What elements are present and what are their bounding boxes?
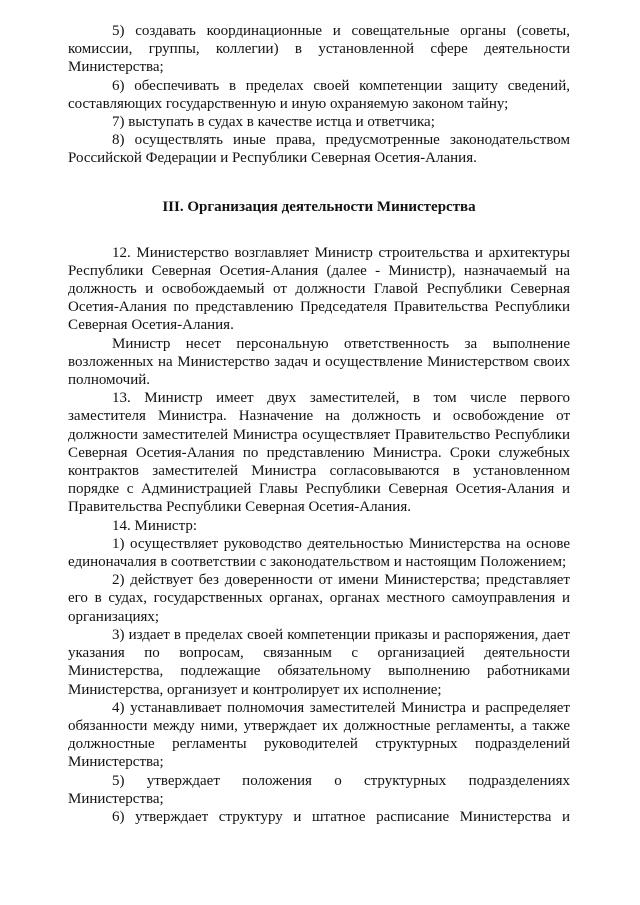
clause-14-item-5: 5) утверждает положения о структурных подразделениях Министерства;: [68, 772, 570, 807]
intro-item-5: 5) создавать координационные и совещательные органы (советы, комиссии, группы, коллегии) в установленной сфере деятельности Министерства;: [68, 23, 570, 76]
intro-item-8: 8) осуществлять иные права, предусмотренные законодательством Российской Федерации и Республики Северная Осетия-Алания.: [68, 132, 570, 167]
clause-14-item-6: 6) утверждает структуру и штатное расписание Министерства и: [112, 808, 570, 825]
clause-14-item-1: 1) осуществляет руководство деятельностью Министерства на основе единоначалия в соответствии с законодательством и настоящим Положением;: [68, 535, 570, 571]
clause-14-item-2: 2) действует без доверенности от имени Министерства; представляет его в судах, государственных органах, органах местного самоуправления и организациях;: [68, 572, 570, 625]
intro-item-6: 6) обеспечивать в пределах своей компетенции защиту сведений, составляющих государственную и иную охраняемую законом тайну;: [68, 77, 570, 112]
clause-14-title: 14. Министр:: [112, 517, 197, 534]
clause-13: 13. Министр имеет двух заместителей, в том числе первого заместителя Министра. Назначение на должность и освобождение от должности заместителей Министра осуществляет Правительство Республики Северная Осетия-Алания по представлению Министра. Сроки служебных контрактов заместителей Министра согласовываются в установленном порядке с Администрацией Главы Республики Северная Осетия-Алания и Правительства Республики Северная Осетия-Алания.: [68, 390, 570, 516]
document-page: [68, 22, 570, 826]
clause-14-item-4: 4) устанавливает полномочия заместителей Министра и распределяет обязанности между ними, утверждает их должностные регламенты, а также должностные регламенты руководителей структурных подразделений Министерства;: [68, 699, 570, 771]
clause-14-item-3: 3) издает в пределах своей компетенции приказы и распоряжения, дает указания по вопросам, связанным с организацией деятельности Министерства, подлежащие обязательному выполнению работниками Министерства, организует и контролирует их исполнение;: [68, 626, 570, 698]
section-heading: III. Организация деятельности Министерства: [162, 198, 476, 215]
intro-item-7: 7) выступать в судах в качестве истца и ответчика;: [112, 114, 435, 131]
clause-12: 12. Министерство возглавляет Министр строительства и архитектуры Республики Северная Осетия-Алания (далее - Министр), назначаемый на должность и освобождаемый от должности Главой Республики Северная Осетия-Алания по представлению Председателя Правительства Республики Северная Осетия-Алания.: [68, 244, 570, 334]
clause-12-responsibility: Министр несет персональную ответственность за выполнение возложенных на Министерство задач и осуществление Министерством своих полномочий.: [68, 335, 570, 389]
